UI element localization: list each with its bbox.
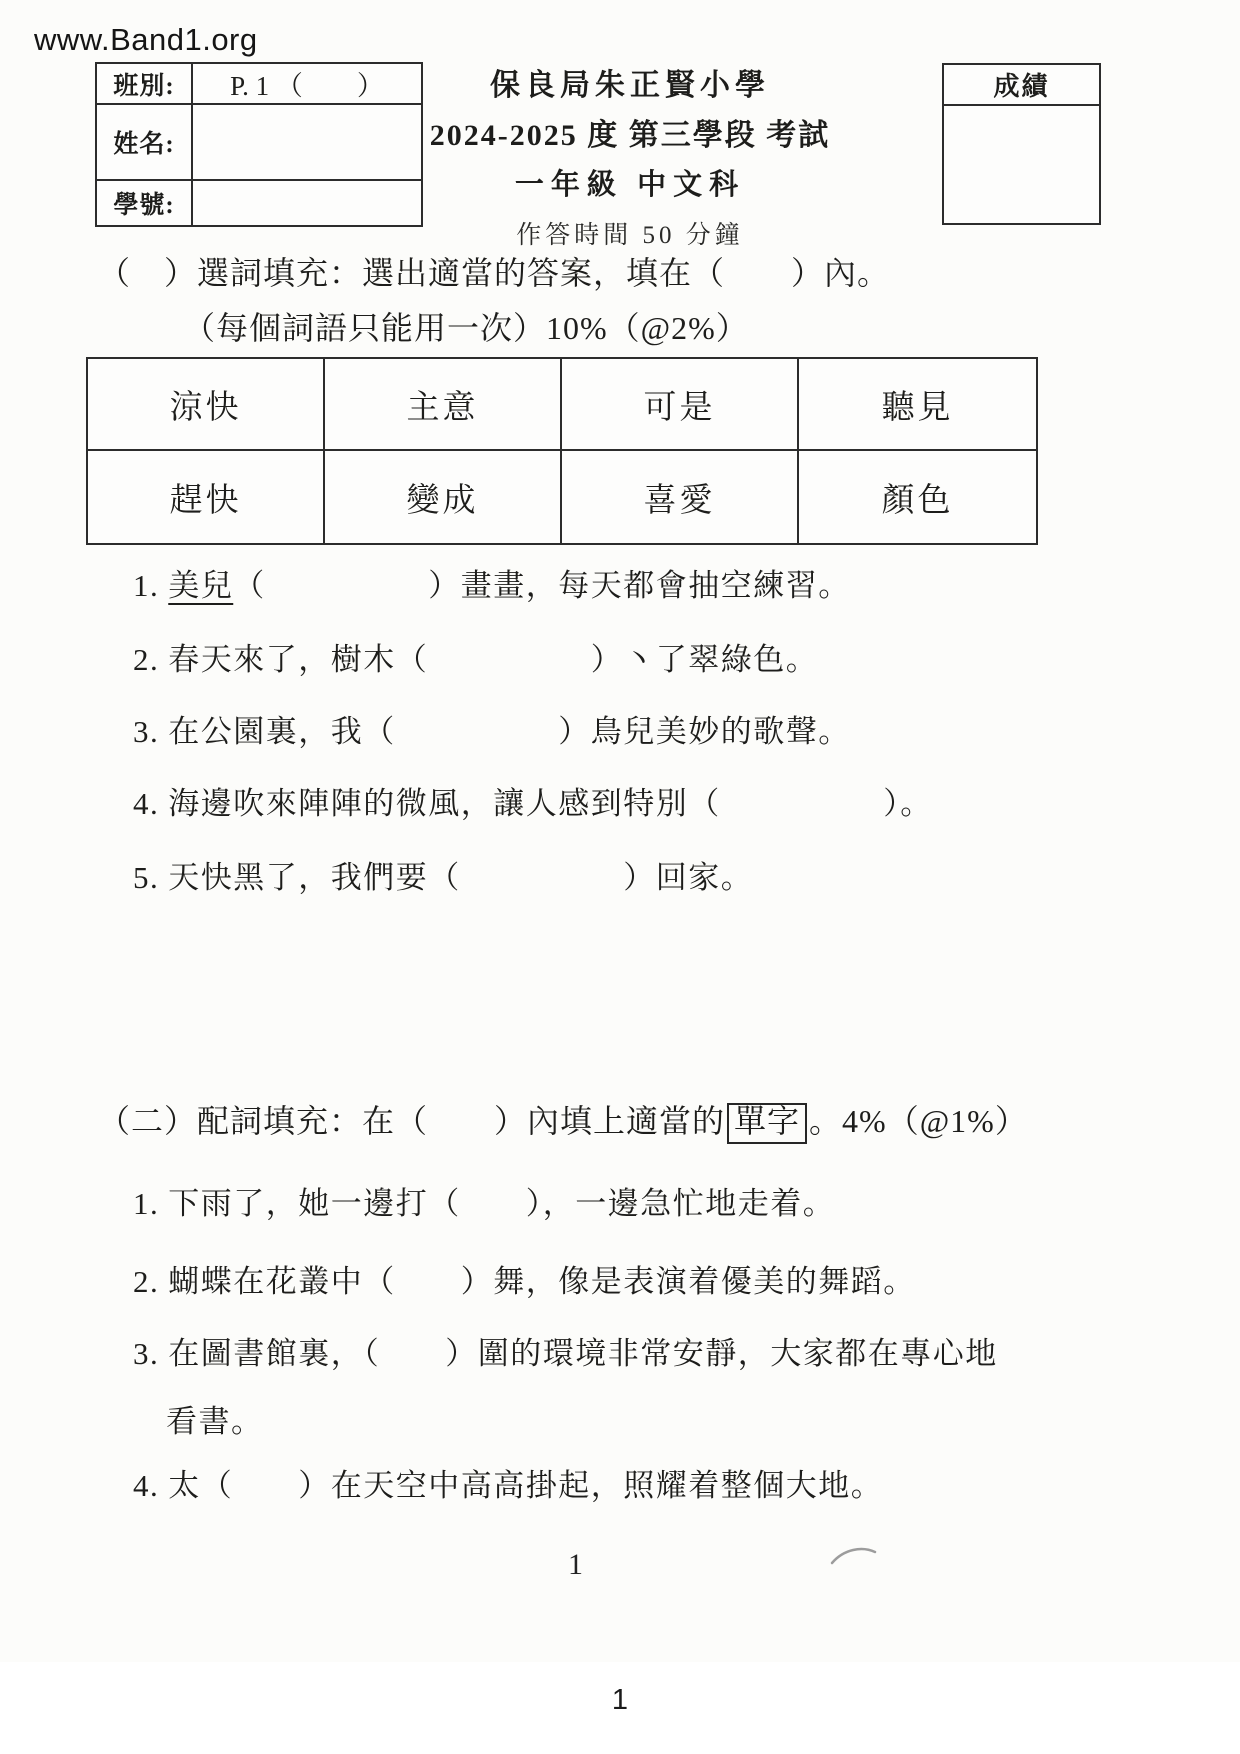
score-box [942, 63, 1101, 225]
name-label: 姓名: [97, 105, 193, 181]
question-text: （ ）畫畫，每天都會抽空練習。 [233, 568, 851, 603]
question-number: 4. [133, 786, 160, 821]
question-text: 下雨了，她一邊打（ ），一邊急忙地走着。 [168, 1186, 836, 1221]
word-cell: 顏色 [881, 482, 954, 519]
s1-question-5 [133, 852, 753, 897]
question-number: 4. [133, 1468, 160, 1503]
class-value: P. 1 （ ） [193, 64, 421, 105]
section2-heading-pre: （二）配詞填充：在（ ）內填上適當的 [98, 1103, 726, 1139]
word-cell: 聽見 [799, 359, 1036, 451]
word-cell: 趕快 [88, 451, 325, 543]
school-name: 保良局朱正賢小學 [490, 69, 770, 102]
question-text: 海邊吹來陣陣的微風，讓人感到特別（ ）。 [168, 786, 933, 821]
boxed-word: 單字 [727, 1103, 807, 1144]
section1-subheading: （每個詞語只能用一次）10%（@2%） [183, 310, 749, 346]
student-number-value [193, 181, 421, 225]
student-info-table [95, 62, 423, 227]
question-text: 太（ ）在天空中高高掛起，照耀着整個大地。 [168, 1468, 884, 1503]
section2-heading-post: 。4%（@1%） [809, 1103, 1028, 1139]
s2-question-3-continued [166, 1396, 264, 1441]
question-text: 天快黑了，我們要（ ）回家。 [168, 860, 754, 895]
student-number-label: 學號: [97, 181, 193, 225]
s2-question-2 [133, 1256, 916, 1301]
question-text: 在公園裏，我（ ）鳥兒美妙的歌聲。 [168, 714, 851, 749]
section2-heading [98, 1096, 1028, 1144]
question-text: 看書。 [166, 1404, 264, 1439]
word-cell: 主意 [325, 359, 562, 451]
word-cell: 可是 [562, 359, 799, 451]
class-label: 班別: [97, 64, 193, 105]
question-text: 在圖書館裏，（ ）圍的環境非常安靜，大家都在專心地 [168, 1336, 998, 1371]
exam-header [390, 60, 870, 251]
footer-page-number: 1 [611, 1684, 629, 1716]
word-cell: 變成 [325, 451, 562, 543]
question-number: 1. [133, 568, 160, 603]
scan-page-number: 1 [568, 1548, 583, 1581]
question-number: 1. [133, 1186, 160, 1221]
s2-question-4 [133, 1460, 883, 1505]
question-number: 2. [133, 1264, 160, 1299]
question-text: 蝴蝶在花叢中（ ）舞，像是表演着優美的舞蹈。 [168, 1264, 916, 1299]
exam-duration: 作答時間 50 分鐘 [516, 222, 744, 249]
question-number: 3. [133, 1336, 160, 1371]
word-bank-table [86, 357, 1038, 545]
watermark-text: www.Band1.org [34, 22, 258, 57]
question-text: 春天來了，樹木（ ）丶了翠綠色。 [168, 642, 819, 677]
pen-mark [828, 1544, 880, 1568]
question-number: 3. [133, 714, 160, 749]
question-number: 2. [133, 642, 160, 677]
grade-subject: 一年級 中文科 [514, 169, 746, 201]
s1-question-3 [133, 706, 851, 751]
s1-question-4 [133, 778, 933, 823]
s1-question-2 [133, 634, 818, 679]
word-cell: 喜愛 [562, 451, 799, 543]
s1-question-1 [133, 560, 851, 605]
word-cell: 涼快 [88, 359, 325, 451]
name-value [193, 105, 421, 181]
exam-title: 2024-2025 度 第三學段 考試 [429, 119, 831, 152]
score-label: 成績 [944, 65, 1099, 106]
question-number: 5. [133, 860, 160, 895]
underlined-name: 美兒 [168, 568, 234, 603]
section1-heading: （ ）選詞填充：選出適當的答案，填在（ ）內。 [98, 255, 891, 291]
s2-question-1 [133, 1178, 835, 1223]
s2-question-3 [133, 1328, 998, 1373]
